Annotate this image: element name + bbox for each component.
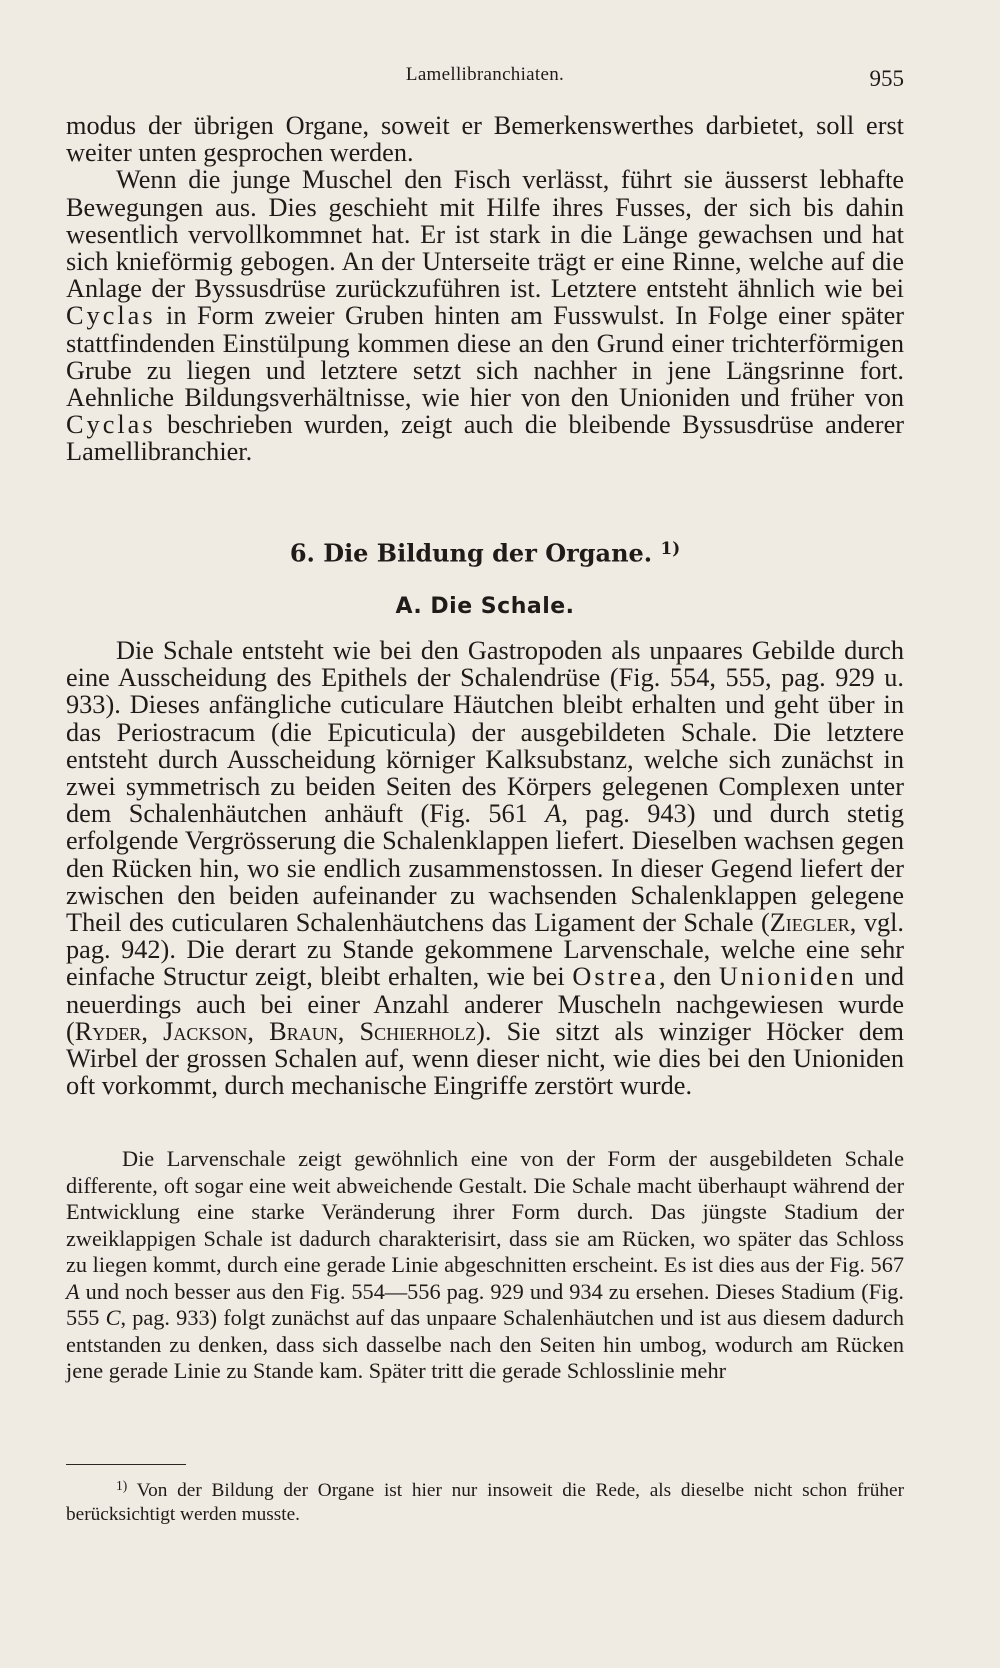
author-name: Ryder [74, 1016, 142, 1046]
genus-name: Cyclas [66, 410, 156, 440]
text-run: in Form zweier Gruben hinten am Fusswulst. In Folge einer später stattfindenden Einstülpung kommen diese an den Grund einer trichterförmigen Grube zu liegen und letztere setzt sich nachher in jene Längsrinne fort. Aehnliche Bildungsverhältnisse, wie hier von den Unioniden und früher von [66, 301, 904, 413]
author-name: Ziegler [769, 908, 850, 938]
footnote-paragraph [66, 1474, 904, 1527]
author-name: Braun [269, 1016, 338, 1046]
schale-text [66, 637, 904, 1099]
text-run: und neuerdings auch bei einer Anzahl anderer Muscheln nachgewiesen wurde ( [66, 962, 904, 1046]
separator: , [141, 1016, 164, 1046]
page-header [66, 64, 904, 96]
intro-text [66, 112, 904, 466]
paragraph-young-mussel [66, 166, 904, 465]
text-run: Wenn die junge Muschel den Fisch verlässt, führt sie äusserst lebhafte Bewegungen aus. Dies geschieht mit Hilfe ihres Fusses, der sich bis dahin wesentlich vervollkommnet hat. Er ist stark in die Länge gewachsen und hat sich knieförmig gebogen. An der Unterseite trägt er eine Rinne, welche auf die Anlage der Byssusdrüse zurückzuführen ist. Letztere entsteht ähnlich wie bei [66, 165, 904, 304]
text-run: , pag. 943) und durch stetig erfolgende Vergrösserung die Schalenklappen liefert. Dieselben wachsen gegen den Rücken hin, wo sie endlich zusammenstossen. In dieser Gegend liefert der zwischen den beiden aufeinander zu wachsenden Schalenklappen gelegene Theil des cuticularen Schalenhäutchens das Ligament der Schale ( [66, 799, 905, 938]
footnote-reference: 1) [660, 538, 681, 558]
text-run: ). Sie sitzt als winziger Höcker dem Wirbel der grossen Schalen auf, wenn dieser nicht, wie dies bei den Unioniden oft vorkommt, durch mechanische Eingriffe zerstört wurde. [66, 1016, 905, 1101]
family-name: Unioniden [718, 962, 857, 992]
footnote [66, 1474, 904, 1527]
text-run: Die Larvenschale zeigt gewöhnlich eine von der Form der ausgebildeten Schale differente, oft sogar eine weit abweichende Gestalt. Die Schale macht überhaupt während der Entwicklung eine starke Veränderung ihrer Form durch. Das jüngste Stadium der zweiklappigen Schale ist dadurch charakterisirt, dass sie am Rücken, wo später das Schloss zu liegen kommt, durch eine gerade Linie abgeschnitten erscheint. Es ist dies aus der Fig. 567 [66, 1146, 904, 1277]
author-name: Jackson [163, 1016, 248, 1046]
paragraph-larval-shell [66, 1146, 904, 1385]
paragraph-schale [66, 637, 904, 1099]
genus-name: Cyclas [66, 301, 156, 331]
figure-label: A [66, 1278, 80, 1304]
author-name: Schierholz [359, 1016, 477, 1046]
text-run: Die Schale entsteht wie bei den Gastropoden als unpaares Gebilde durch eine Ausscheidung des Epithels der Schalendrüse (Fig. 554, 555, pag. 929 u. 933). Dieses anfängliche cuticulare Häutchen bleibt erhalten und geht über in das Periostracum (die Epicuticula) der ausgebildeten Schale. Die letztere entsteht durch Ausscheidung körniger Kalksubstanz, welche sich zunächst in zwei symmetrisch zu beiden Seiten des Körpers gelegenen Complexen unter dem Schalenhäutchen anhäuft (Fig. 561 [66, 636, 904, 829]
figure-label: C [105, 1305, 121, 1330]
text-run: , vgl. pag. 942). Die derart zu Stande gekommene Larvenschale, welche eine sehr einfache Structur zeigt, bleibt erhalten, wie bei [66, 908, 904, 992]
section-title: 6. Die Bildung der Organe. [289, 538, 653, 568]
footnote-text: Von der Bildung der Organe ist hier nur insoweit die Rede, als dieselbe nicht schon früher berücksichtigt werden musste. [66, 1480, 904, 1526]
separator: , [337, 1016, 360, 1046]
figure-label: A [545, 799, 562, 829]
subsection-heading: A. Die Schale. [395, 594, 575, 619]
footnote-divider [66, 1464, 186, 1465]
text-run: , pag. 933) folgt zunächst auf das unpaare Schalenhäutchen und ist aus diesem dadurch entstanden zu denken, dass sich dasselbe nach den Seiten hin umbog, wodurch am Rücken jene gerade Linie zu Stande kam. Später tritt die gerade Schlosslinie mehr [66, 1305, 904, 1383]
running-title: Lamellibranchiaten. [405, 64, 565, 85]
page-number: 955 [869, 66, 904, 91]
text-run: , den [658, 962, 719, 992]
section-heading [66, 538, 904, 568]
text-run: und noch besser aus den Fig. 554—556 pag. 929 und 934 zu ersehen. Dieses Stadium (Fig. 555 [66, 1278, 904, 1330]
paragraph-continuation: modus der übrigen Organe, soweit er Bemerkenswerthes darbietet, soll erst weiter unten gesprochen werden. [66, 111, 904, 168]
genus-name: Ostrea [572, 962, 659, 992]
text-run: beschrieben wurden, zeigt auch die bleibende Byssusdrüse anderer Lamellibranchier. [66, 410, 904, 467]
separator: , [247, 1016, 270, 1046]
larval-shell-text [66, 1146, 904, 1385]
footnote-marker: 1) [116, 1478, 128, 1493]
